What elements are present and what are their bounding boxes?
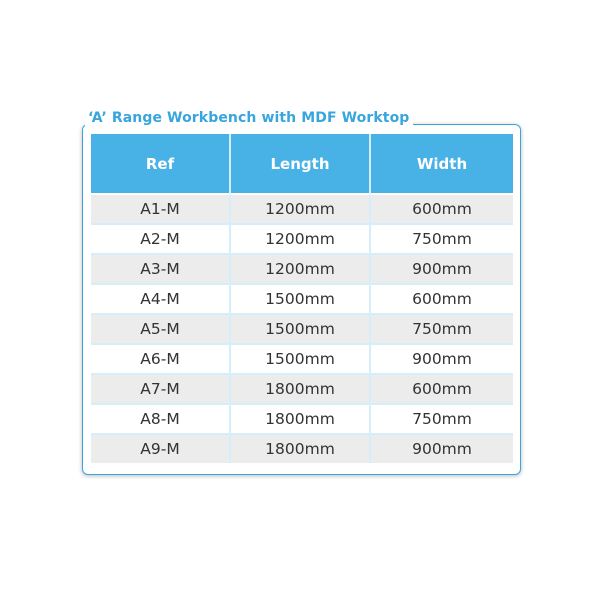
cell-length: 1500mm xyxy=(231,285,371,315)
cell-width: 900mm xyxy=(371,435,513,463)
cell-length: 1800mm xyxy=(231,435,371,463)
table-header-row xyxy=(91,134,513,195)
column-header-ref: Ref xyxy=(91,134,231,195)
cell-ref: A6-M xyxy=(91,345,231,375)
table-row xyxy=(91,345,513,375)
cell-length: 1500mm xyxy=(231,315,371,345)
cell-length: 1800mm xyxy=(231,405,371,435)
cell-width: 600mm xyxy=(371,195,513,225)
cell-ref: A9-M xyxy=(91,435,231,463)
table-row xyxy=(91,405,513,435)
cell-width: 750mm xyxy=(371,315,513,345)
cell-ref: A5-M xyxy=(91,315,231,345)
cell-ref: A8-M xyxy=(91,405,231,435)
column-header-length: Length xyxy=(231,134,371,195)
cell-width: 750mm xyxy=(371,225,513,255)
cell-length: 1800mm xyxy=(231,375,371,405)
cell-width: 750mm xyxy=(371,405,513,435)
cell-ref: A2-M xyxy=(91,225,231,255)
table-row xyxy=(91,435,513,463)
table-row xyxy=(91,285,513,315)
spec-table xyxy=(91,134,513,463)
table-row xyxy=(91,375,513,405)
table-row xyxy=(91,255,513,285)
cell-ref: A3-M xyxy=(91,255,231,285)
cell-length: 1500mm xyxy=(231,345,371,375)
cell-width: 900mm xyxy=(371,255,513,285)
cell-length: 1200mm xyxy=(231,195,371,225)
cell-ref: A7-M xyxy=(91,375,231,405)
cell-ref: A4-M xyxy=(91,285,231,315)
cell-length: 1200mm xyxy=(231,255,371,285)
cell-width: 600mm xyxy=(371,375,513,405)
panel-title: ‘A’ Range Workbench with MDF Worktop xyxy=(85,108,413,128)
cell-width: 900mm xyxy=(371,345,513,375)
table-row xyxy=(91,225,513,255)
cell-length: 1200mm xyxy=(231,225,371,255)
cell-width: 600mm xyxy=(371,285,513,315)
table-row xyxy=(91,195,513,225)
cell-ref: A1-M xyxy=(91,195,231,225)
table-row xyxy=(91,315,513,345)
column-header-width: Width xyxy=(371,134,513,195)
